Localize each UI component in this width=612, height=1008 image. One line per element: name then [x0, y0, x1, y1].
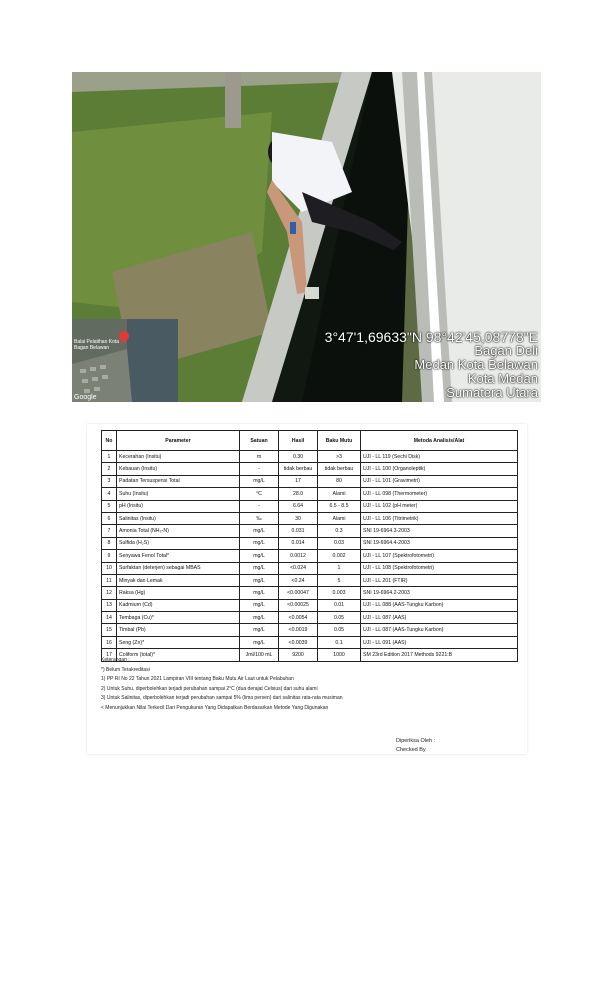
- table-row: [102, 612, 518, 624]
- cell-parameter: Coliform (total)*: [117, 649, 240, 661]
- note-line: 3) Untuk Salinitas, diperbolehkan terjadi perubahan sampai 5% (lima persen) dari salinitas rata-rata musiman: [101, 695, 343, 701]
- cell-parameter: Seng (Zn)*: [117, 636, 240, 648]
- cell-no: 16: [102, 636, 117, 648]
- checked-by-label: Diperiksa Oleh :: [396, 738, 436, 744]
- cell-no: 10: [102, 562, 117, 574]
- table-row: [102, 475, 518, 487]
- cell-result: 28.0: [279, 488, 318, 500]
- location-line: Sumatera Utara: [446, 385, 538, 400]
- cell-method: SM 23rd Edition 2017 Methods 9221:B: [361, 649, 518, 661]
- table-row: [102, 463, 518, 475]
- cell-unit: °C: [240, 488, 279, 500]
- cell-method: UJI - LL 087 (AAS): [361, 612, 518, 624]
- cell-standard: Alami: [318, 488, 361, 500]
- location-line: Kota Medan: [467, 371, 538, 386]
- map-label: Balai Pelatihan Kota Bagan Belawan: [74, 339, 120, 351]
- cell-result: 6.64: [279, 500, 318, 512]
- cell-parameter: Salinitas (Insitu): [117, 512, 240, 524]
- cell-result: 30: [279, 512, 318, 524]
- results-table: [101, 430, 518, 662]
- cell-parameter: Amonia Total (NH₃-N): [117, 525, 240, 537]
- cell-parameter: Kebauan (Insitu): [117, 463, 240, 475]
- table-row: [102, 574, 518, 586]
- cell-no: 14: [102, 612, 117, 624]
- cell-standard: >3: [318, 451, 361, 463]
- cell-no: 2: [102, 463, 117, 475]
- cell-standard: 1: [318, 562, 361, 574]
- cell-result: <0.0039: [279, 636, 318, 648]
- cell-no: 15: [102, 624, 117, 636]
- cell-no: 7: [102, 525, 117, 537]
- cell-result: 0.031: [279, 525, 318, 537]
- col-parameter: Parameter: [117, 431, 240, 451]
- cell-parameter: Timbal (Pb): [117, 624, 240, 636]
- cell-unit: Jml/100 mL: [240, 649, 279, 661]
- cell-method: UJI - LL 107 (Spektrofotometri): [361, 550, 518, 562]
- cell-no: 8: [102, 537, 117, 549]
- note-line: 2) Untuk Suhu, diperbolehkan terjadi perubahan sampai 2°C (dua derajat Celsius) dari suhu alami: [101, 685, 318, 692]
- table-row: [102, 624, 518, 636]
- table-row: [102, 562, 518, 574]
- cell-standard: 0.3: [318, 525, 361, 537]
- signature-block: [396, 737, 435, 755]
- location-line: Medan Kota Belawan: [414, 357, 538, 372]
- cell-unit: mg/L: [240, 574, 279, 586]
- cell-result: 0.30: [279, 451, 318, 463]
- cell-no: 12: [102, 587, 117, 599]
- cell-result: 0.0012: [279, 550, 318, 562]
- cell-method: UJI - LL 101 (Gravimetri): [361, 475, 518, 487]
- cell-unit: m: [240, 451, 279, 463]
- cell-result: <0.0019: [279, 624, 318, 636]
- lab-report-scan: [87, 424, 527, 754]
- col-result: Hasil: [279, 431, 318, 451]
- cell-method: UJI - LL 087 (AAS-Tungku Karbon): [361, 624, 518, 636]
- cell-unit: -: [240, 463, 279, 475]
- cell-result: 0.014: [279, 537, 318, 549]
- cell-method: UJI - LL 102 (pH meter): [361, 500, 518, 512]
- cell-parameter: Sulfida (H₂S): [117, 537, 240, 549]
- cell-standard: 0.03: [318, 537, 361, 549]
- cell-unit: mg/L: [240, 475, 279, 487]
- table-row: [102, 451, 518, 463]
- cell-unit: mg/L: [240, 587, 279, 599]
- note-line: *) Belum Terakreditasi: [101, 666, 150, 673]
- cell-method: UJI - LL 108 (Spektrofotometri): [361, 562, 518, 574]
- cell-parameter: Padatan Tersuspensi Total: [117, 475, 240, 487]
- table-row: [102, 550, 518, 562]
- col-unit: Satuan: [240, 431, 279, 451]
- cell-standard: 1000: [318, 649, 361, 661]
- cell-standard: tidak berbau: [318, 463, 361, 475]
- notes-heading: Keterangan :: [101, 657, 130, 663]
- cell-parameter: Kecerahan (Insitu): [117, 451, 240, 463]
- cell-standard: 6.5 - 8.5: [318, 500, 361, 512]
- cell-result: <0.00025: [279, 599, 318, 611]
- cell-no: 11: [102, 574, 117, 586]
- cell-no: 5: [102, 500, 117, 512]
- table-body: [102, 451, 518, 662]
- col-method: Metoda Analisis/Alat: [361, 431, 518, 451]
- cell-result: tidak berbau: [279, 463, 318, 475]
- table-row: [102, 512, 518, 524]
- cell-unit: mg/L: [240, 636, 279, 648]
- table-row: [102, 488, 518, 500]
- cell-standard: 5: [318, 574, 361, 586]
- cell-result: <0.00047: [279, 587, 318, 599]
- table-header-row: [102, 431, 518, 451]
- note-line: < Menunjukkan Nilai Terkecil Dari Pengukuran Yang Didapatkan Berdasarkan Metode Yang Digunakan: [101, 704, 329, 711]
- cell-parameter: Raksa (Hg): [117, 587, 240, 599]
- cell-method: SNI 19-6964.3-2003: [361, 525, 518, 537]
- cell-method: UJI - LL 106 (Titrimetrik): [361, 512, 518, 524]
- cell-standard: 80: [318, 475, 361, 487]
- cell-method: UJI - LL 119 (Sechi Disk): [361, 451, 518, 463]
- cell-parameter: Minyak dan Lemak: [117, 574, 240, 586]
- cell-standard: 0.05: [318, 624, 361, 636]
- location-minimap: [72, 319, 178, 402]
- cell-parameter: Senyawa Fenol Total*: [117, 550, 240, 562]
- col-standard: Baku Mutu: [318, 431, 361, 451]
- cell-no: 17: [102, 649, 117, 661]
- cell-method: SNI 19-6964.4-2003: [361, 537, 518, 549]
- cell-result: <0.24: [279, 574, 318, 586]
- cell-result: <0.0054: [279, 612, 318, 624]
- cell-unit: -: [240, 500, 279, 512]
- cell-method: UJI - LL 091 (AAS): [361, 636, 518, 648]
- cell-standard: Alami: [318, 512, 361, 524]
- location-line: Bagan Deli: [474, 343, 538, 358]
- cell-no: 4: [102, 488, 117, 500]
- cell-unit: mg/L: [240, 562, 279, 574]
- note-line: 1) PP RI No 22 Tahun 2021 Lampiran VIII tentang Baku Mutu Air Laut untuk Pelabuhan: [101, 676, 294, 682]
- field-sampling-photo: [72, 72, 541, 402]
- cell-standard: 0.002: [318, 550, 361, 562]
- cell-method: UJI - LL 100 (Organoleptik): [361, 463, 518, 475]
- cell-result: <0.024: [279, 562, 318, 574]
- cell-no: 13: [102, 599, 117, 611]
- cell-parameter: Tembaga (Cu)*: [117, 612, 240, 624]
- cell-result: 9200: [279, 649, 318, 661]
- cell-unit: mg/L: [240, 550, 279, 562]
- cell-parameter: Suhu (Insitu): [117, 488, 240, 500]
- checked-by-label-en: Checked By: [396, 747, 426, 753]
- cell-no: 9: [102, 550, 117, 562]
- table-row: [102, 500, 518, 512]
- cell-unit: ‰: [240, 512, 279, 524]
- cell-standard: 0.01: [318, 599, 361, 611]
- map-brand: Google: [74, 394, 97, 401]
- table-row: [102, 599, 518, 611]
- cell-standard: 0.05: [318, 612, 361, 624]
- cell-unit: mg/L: [240, 537, 279, 549]
- geotag-overlay: [325, 330, 538, 400]
- cell-unit: mg/L: [240, 525, 279, 537]
- cell-parameter: pH (Insitu): [117, 500, 240, 512]
- table-row: [102, 587, 518, 599]
- cell-no: 3: [102, 475, 117, 487]
- cell-method: UJI - LL 098 (Thermometer): [361, 488, 518, 500]
- cell-no: 1: [102, 451, 117, 463]
- cell-result: 17: [279, 475, 318, 487]
- gps-coordinates: 3°47'1,69633"N 98°42'45,08778"E: [324, 329, 538, 345]
- cell-unit: mg/L: [240, 612, 279, 624]
- cell-unit: mg/L: [240, 599, 279, 611]
- col-no: No: [102, 431, 117, 451]
- table-row: [102, 525, 518, 537]
- cell-parameter: Surfaktan (deterjen) sebagai MBAS: [117, 562, 240, 574]
- notes-section: [101, 656, 521, 713]
- cell-method: UJI - LL 088 (AAS-Tungku Karbon): [361, 599, 518, 611]
- table-row: [102, 636, 518, 648]
- cell-no: 6: [102, 512, 117, 524]
- table-row: [102, 537, 518, 549]
- cell-standard: 0.003: [318, 587, 361, 599]
- cell-unit: mg/L: [240, 624, 279, 636]
- cell-standard: 0.1: [318, 636, 361, 648]
- cell-parameter: Kadmium (Cd): [117, 599, 240, 611]
- cell-method: UJI - LL 201 (FTIR): [361, 574, 518, 586]
- cell-method: SNI 19-6964.2-2003: [361, 587, 518, 599]
